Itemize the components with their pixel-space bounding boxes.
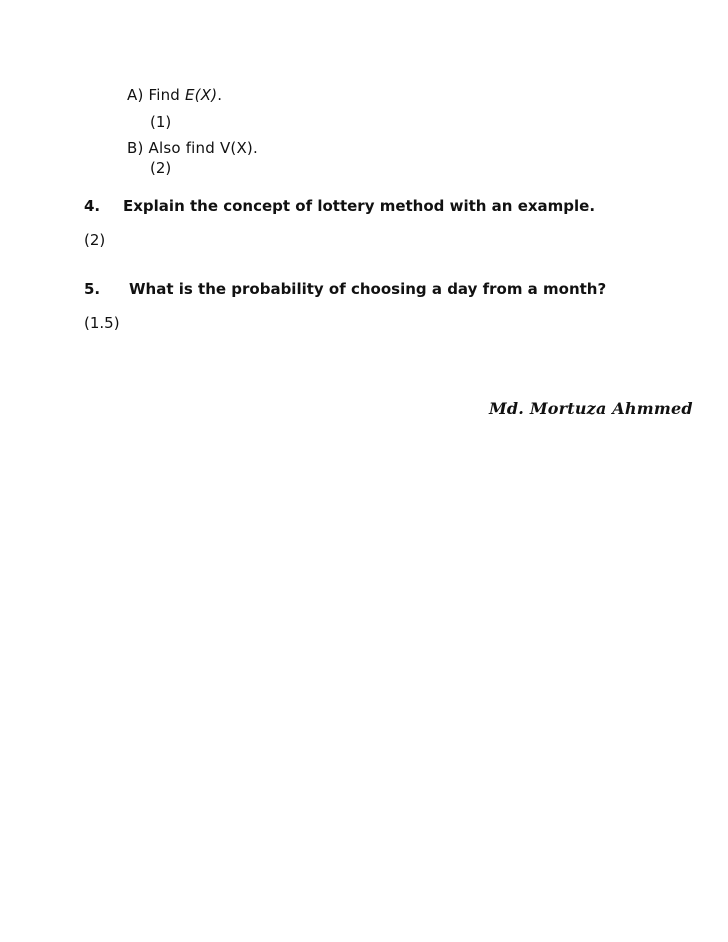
subquestion-a-suffix: . bbox=[217, 86, 223, 104]
author-signature: Md. Mortuza Ahmmed bbox=[489, 399, 693, 418]
question-4-marks: (2) bbox=[84, 231, 106, 249]
question-5-number: 5. bbox=[84, 280, 101, 298]
subquestion-a-expression: E(X) bbox=[184, 86, 218, 104]
question-4-text: Explain the concept of lottery method with an example. bbox=[123, 197, 596, 215]
question-5-text: What is the probability of choosing a day from a month? bbox=[129, 280, 607, 298]
subquestion-a bbox=[127, 86, 222, 104]
subquestion-b: B) Also find V(X). bbox=[127, 139, 258, 157]
question-5-marks: (1.5) bbox=[84, 314, 120, 332]
subquestion-b-marks: (2) bbox=[150, 159, 172, 177]
subquestion-a-marks: (1) bbox=[150, 113, 172, 131]
question-4-number: 4. bbox=[84, 197, 101, 215]
subquestion-a-prefix: A) Find bbox=[127, 86, 185, 104]
